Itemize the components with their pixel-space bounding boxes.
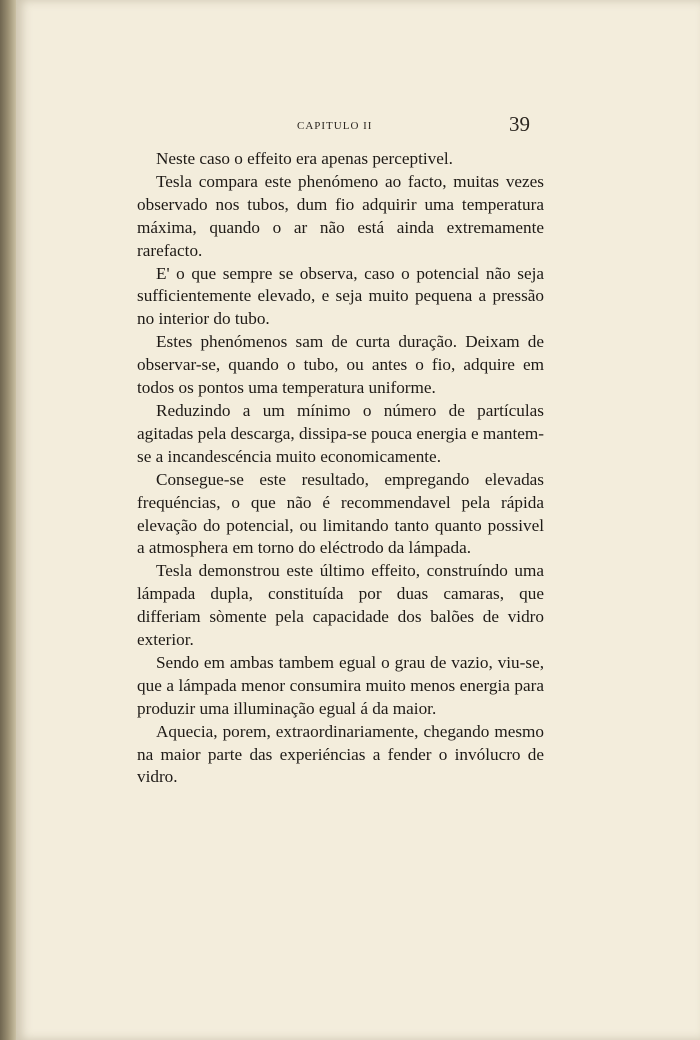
paragraph: Tesla compara este phenómeno ao facto, muitas vezes observado nos tubos, dum fio adquirir uma temperatura máxima, quando o ar não está ainda extremamente rarefacto. bbox=[137, 171, 544, 260]
page-number: 39 bbox=[509, 112, 530, 136]
paragraph: Tesla demonstrou este último effeito, construíndo uma lámpada dupla, constituída por duas camaras, que differiam sòmente pela capacidade dos balões de vidro exterior. bbox=[137, 561, 544, 650]
paragraph: Neste caso o effeito era apenas perceptivel. bbox=[156, 149, 453, 168]
paragraph: Aquecia, porem, extraordinariamente, chegando mesmo na maior parte das experiéncias a fender o invólucro de vidro. bbox=[137, 721, 544, 787]
paragraph: Consegue-se este resultado, empregando elevadas frequéncias, o que não é recommendavel pela rápida elevação do potencial, ou limitando tanto quanto possivel a atmosphera em torno do eléctrodo da lámpada. bbox=[137, 469, 544, 558]
paragraph: E' o que sempre se observa, caso o potencial não seja sufficientemente elevado, e seja muito pequena a pressão no interior do tubo. bbox=[137, 263, 544, 329]
book-page bbox=[16, 0, 700, 1040]
body-text bbox=[137, 148, 544, 789]
running-title: CAPITULO II bbox=[297, 120, 373, 132]
book-spine-edge bbox=[0, 0, 16, 1040]
paragraph: Sendo em ambas tambem egual o grau de vazio, viu-se, que a lámpada menor consumira muito menos energia para produzir uma illuminação egual á da maior. bbox=[137, 652, 544, 718]
page-header bbox=[16, 112, 700, 142]
paragraph: Estes phenómenos sam de curta duração. Deixam de observar-se, quando o tubo, ou antes o fio, adquire em todos os pontos uma temperatura uniforme. bbox=[137, 332, 544, 398]
paragraph: Reduzindo a um mínimo o número de partículas agitadas pela descarga, dissipa-se pouca energia e mantem-se a incandescéncia muito economicamente. bbox=[137, 400, 544, 466]
